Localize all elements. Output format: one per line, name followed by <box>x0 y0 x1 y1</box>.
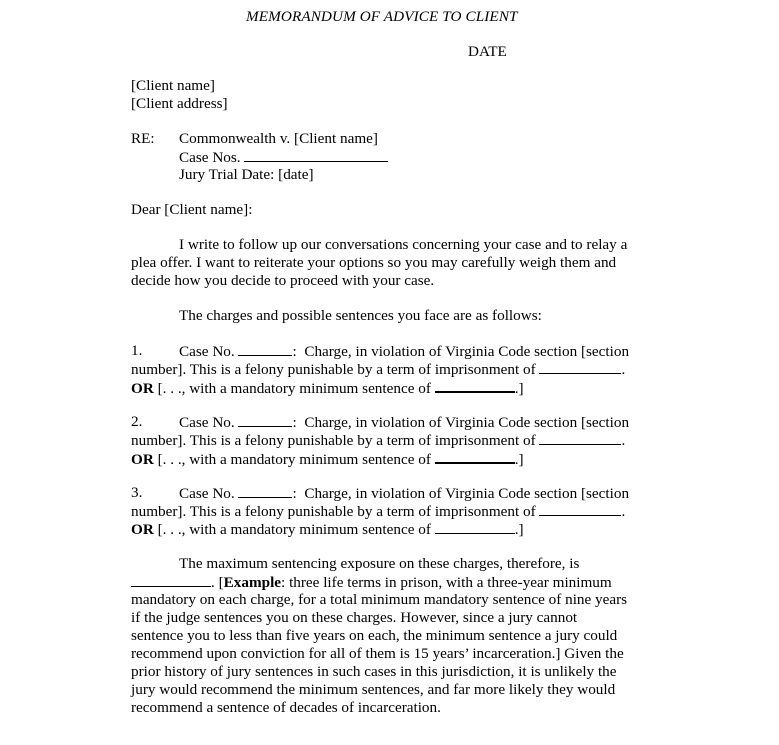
charge-3-line-3 <box>131 520 524 539</box>
exposure-line-2 <box>131 573 612 592</box>
charge-1-number: 1. <box>131 342 143 359</box>
re-label: RE: <box>131 130 155 147</box>
exposure-line-9: recommend a sentence of decades of incarceration. <box>131 699 441 716</box>
charge-3-term-blank <box>539 502 621 516</box>
exposure-line-5: sentence you to less than five years on each, the minimum sentence a jury could <box>131 627 618 644</box>
charge-1-line-3-end: .] <box>514 380 524 397</box>
exposure-line-3: mandatory on each charge, for a total minimum mandatory sentence of nine years <box>131 591 628 608</box>
example-label: Example <box>223 574 282 591</box>
charge-2-line-3-text: [. . ., with a mandatory minimum sentence of <box>157 451 431 468</box>
charge-1-line-2-text: number]. This is a felony punishable by a term of imprisonment of <box>131 361 536 378</box>
charge-3-line-2: number]. This is a felony punishable by a term of imprisonment of . <box>131 503 626 520</box>
intro-line-2: plea offer. I want to reiterate your options so you may carefully weigh them and <box>131 254 617 271</box>
charge-2-line-2: number]. This is a felony punishable by a term of imprisonment of . <box>131 432 626 449</box>
intro-line-1: I write to follow up our conversations concerning your case and to relay a <box>179 236 628 253</box>
charge-3-case-label: Case No. <box>179 485 235 502</box>
charge-3-minimum-blank <box>435 520 515 534</box>
charges-intro: The charges and possible sentences you face are as follows: <box>179 307 542 324</box>
exposure-line-8: jury would recommend the minimum sentences, and far more likely they would <box>131 681 616 698</box>
charge-1-line-3 <box>131 378 524 398</box>
re-case-nos <box>179 148 388 167</box>
charge-2-case-label: Case No. <box>179 414 235 431</box>
case-nos-blank <box>244 148 388 162</box>
charge-1-minimum-blank <box>435 378 515 393</box>
exposure-line-1: The maximum sentencing exposure on these charges, therefore, is <box>179 555 580 572</box>
charge-3-line-3-end: .] <box>514 521 524 538</box>
charge-3-charge-text: Charge, in violation of Virginia Code section [section <box>304 485 630 502</box>
charge-1-case-label: Case No. <box>179 343 235 360</box>
charge-2-line-3 <box>131 449 524 469</box>
charge-1-charge-text: Charge, in violation of Virginia Code section [section <box>304 343 630 360</box>
memo-date: DATE <box>468 43 507 60</box>
charge-3-line-2-text: number]. This is a felony punishable by a term of imprisonment of <box>131 503 536 520</box>
charge-1-line-2: number]. This is a felony punishable by a term of imprisonment of . <box>131 361 626 378</box>
memo-title: MEMORANDUM OF ADVICE TO CLIENT <box>246 8 518 25</box>
charge-2-number: 2. <box>131 413 143 430</box>
exposure-line-6: recommend upon conviction for all of them is 15 years’ incarceration.] Given the <box>131 645 624 662</box>
charge-2-case-blank <box>238 413 292 427</box>
charge-2-line-1: Case No. : Charge, in violation of Virginia Code section [section <box>179 414 630 431</box>
intro-line-3: decide how you decide to proceed with your case. <box>131 272 435 289</box>
charge-2-term-blank <box>539 431 621 445</box>
charge-2-line-3-end: .] <box>514 451 524 468</box>
charge-1-line-1: Case No. : Charge, in violation of Virginia Code section [section <box>179 343 630 360</box>
client-name: [Client name] <box>131 77 215 94</box>
charge-2-charge-text: Charge, in violation of Virginia Code section [section <box>304 414 630 431</box>
exposure-line-7: prior history of jury sentences in such cases in this jurisdiction, it is unlikely the <box>131 663 617 680</box>
exposure-blank <box>131 573 211 587</box>
charge-1-or-label: OR <box>131 380 154 397</box>
client-address: [Client address] <box>131 95 228 112</box>
salutation: Dear [Client name]: <box>131 201 253 218</box>
re-jury-trial-date: Jury Trial Date: [date] <box>179 166 314 183</box>
charge-2-line-2-text: number]. This is a felony punishable by a term of imprisonment of <box>131 432 536 449</box>
charge-1-term-blank <box>539 360 621 374</box>
exposure-line-2-pre: . [ <box>211 574 224 591</box>
charge-1-line-3-text: [. . ., with a mandatory minimum sentence of <box>157 380 431 397</box>
charge-3-case-blank <box>238 484 292 498</box>
case-nos-label: Case Nos. <box>179 149 241 166</box>
charge-3-or-label: OR <box>131 521 154 538</box>
exposure-line-4: if the judge sentences you on these charges. However, since a jury cannot <box>131 609 578 626</box>
charge-3-line-1: Case No. : Charge, in violation of Virginia Code section [section <box>179 485 630 502</box>
exposure-line-2-post: : three life terms in prison, with a three-year minimum <box>281 574 612 591</box>
charge-1-case-blank <box>238 342 292 356</box>
charge-3-number: 3. <box>131 484 143 501</box>
re-case-title: Commonwealth v. [Client name] <box>179 130 378 147</box>
charge-2-or-label: OR <box>131 451 154 468</box>
charge-2-minimum-blank <box>435 449 515 464</box>
charge-3-line-3-text: [. . ., with a mandatory minimum sentence of <box>157 521 431 538</box>
